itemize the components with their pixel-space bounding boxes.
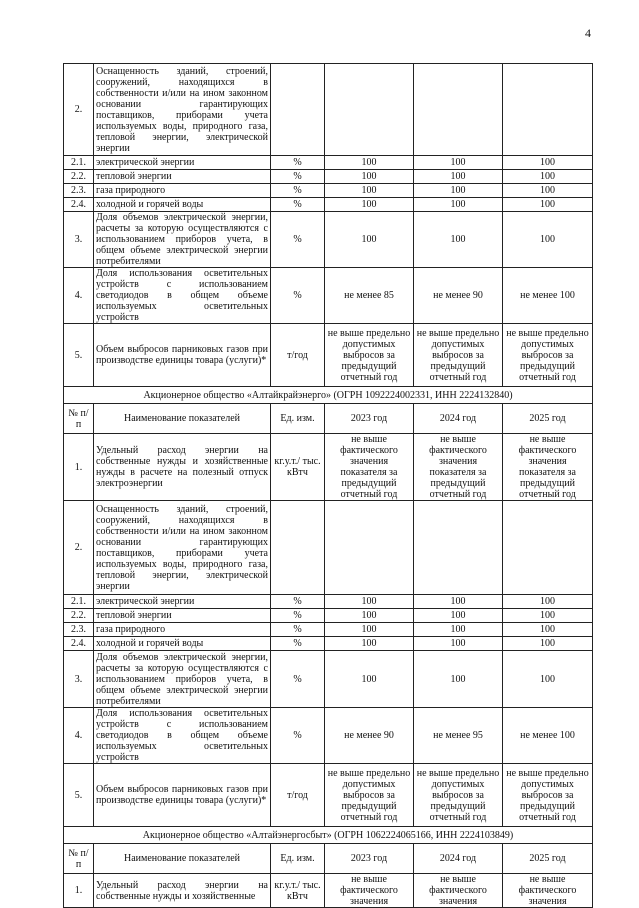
- unit-cell: %: [271, 595, 325, 609]
- unit-cell: %: [271, 212, 325, 268]
- indicator-name: газа природного: [94, 184, 271, 198]
- table-row: [64, 651, 593, 708]
- unit-cell: %: [271, 651, 325, 708]
- unit-cell: %: [271, 609, 325, 623]
- header-2025: 2025 год: [503, 844, 593, 874]
- value-2025: 100: [503, 184, 593, 198]
- row-number: 2.1.: [64, 595, 94, 609]
- value-2023: 100: [325, 170, 414, 184]
- indicator-name: Объем выбросов парниковых газов при производстве единицы товара (услуги)*: [94, 764, 271, 827]
- value-2024: 100: [414, 623, 503, 637]
- value-2025: 100: [503, 198, 593, 212]
- header-2024: 2024 год: [414, 404, 503, 434]
- organization-row: [64, 387, 593, 404]
- header-name: Наименование показателей: [94, 404, 271, 434]
- value-2025: 100: [503, 609, 593, 623]
- table-row: [64, 156, 593, 170]
- value-2024: 100: [414, 156, 503, 170]
- unit-cell: кг.у.т./ тыс. кВтч: [271, 434, 325, 501]
- row-number: 4.: [64, 268, 94, 324]
- value-2023: [325, 501, 414, 595]
- table-row: [64, 609, 593, 623]
- row-number: 2.4.: [64, 198, 94, 212]
- value-2025: 100: [503, 637, 593, 651]
- value-2024: [414, 501, 503, 595]
- unit-cell: %: [271, 708, 325, 764]
- value-2025: не выше предельно допустимых выбросов за предыдущий отчетный год: [503, 764, 593, 827]
- row-number: 2.3.: [64, 623, 94, 637]
- indicator-name: Доля использования осветительных устройств с использованием светодиодов в общем объеме используемых осветительных устройств: [94, 268, 271, 324]
- table-row: [64, 708, 593, 764]
- value-2023: 100: [325, 609, 414, 623]
- row-number: 2.4.: [64, 637, 94, 651]
- value-2025: не выше фактического значения показателя за предыдущий отчетный год: [503, 434, 593, 501]
- value-2025: 100: [503, 170, 593, 184]
- indicator-name: Оснащенность зданий, строений, сооружений, находящихся в собственности и/или на ином законном основании гарантирующих поставщиков, приборами учета используемых воды, природного газа, тепловой энергии, электрической энергии: [94, 501, 271, 595]
- value-2024: 100: [414, 212, 503, 268]
- table-row: [64, 170, 593, 184]
- value-2023: не выше фактического значения показателя за предыдущий отчетный год: [325, 434, 414, 501]
- unit-cell: %: [271, 156, 325, 170]
- value-2023: 100: [325, 595, 414, 609]
- value-2025: 100: [503, 651, 593, 708]
- value-2023: не выше предельно допустимых выбросов за предыдущий отчетный год: [325, 324, 414, 387]
- unit-cell: %: [271, 198, 325, 212]
- value-2024: 100: [414, 198, 503, 212]
- table-row: [64, 764, 593, 827]
- value-2024: не выше фактического значения показателя за предыдущий отчетный год: [414, 434, 503, 501]
- row-number: 2.2.: [64, 170, 94, 184]
- table-row: [64, 268, 593, 324]
- row-number: 3.: [64, 212, 94, 268]
- value-2025: 100: [503, 212, 593, 268]
- header-2023: 2023 год: [325, 404, 414, 434]
- row-number: 4.: [64, 708, 94, 764]
- value-2025: не менее 100: [503, 268, 593, 324]
- header-2023: 2023 год: [325, 844, 414, 874]
- table-row: [64, 184, 593, 198]
- indicator-name: Доля использования осветительных устройств с использованием светодиодов в общем объеме используемых осветительных устройств: [94, 708, 271, 764]
- value-2024: 100: [414, 184, 503, 198]
- row-number: 3.: [64, 651, 94, 708]
- table-row: [64, 637, 593, 651]
- organization-row: [64, 827, 593, 844]
- indicator-name: Объем выбросов парниковых газов при производстве единицы товара (услуги)*: [94, 324, 271, 387]
- indicator-name: тепловой энергии: [94, 609, 271, 623]
- header-num: № п/п: [64, 844, 94, 874]
- value-2023: не выше предельно допустимых выбросов за предыдущий отчетный год: [325, 764, 414, 827]
- indicator-name: Оснащенность зданий, строений, сооружений, находящихся в собственности и/или на ином законном основании гарантирующих поставщиков, приборами учета используемых воды, природного газа, тепловой энергии, электрической энергии: [94, 64, 271, 156]
- organization-title: Акционерное общество «Алтайэнергосбыт» (ОГРН 1062224065166, ИНН 2224103849): [64, 827, 593, 844]
- unit-cell: %: [271, 184, 325, 198]
- value-2024: не выше предельно допустимых выбросов за предыдущий отчетный год: [414, 324, 503, 387]
- value-2024: не выше фактического значения: [414, 874, 503, 908]
- value-2023: не менее 90: [325, 708, 414, 764]
- indicators-table: [63, 63, 593, 908]
- table-header-row: [64, 844, 593, 874]
- table-row: [64, 501, 593, 595]
- indicator-name: Доля объемов электрической энергии, расчеты за которую осуществляются с использованием приборов учета, в общем объеме электрической энергии потребителями: [94, 212, 271, 268]
- row-number: 2.3.: [64, 184, 94, 198]
- value-2023: 100: [325, 651, 414, 708]
- unit-cell: [271, 64, 325, 156]
- value-2023: 100: [325, 184, 414, 198]
- header-unit: Ед. изм.: [271, 404, 325, 434]
- header-2025: 2025 год: [503, 404, 593, 434]
- value-2023: 100: [325, 637, 414, 651]
- unit-cell: %: [271, 268, 325, 324]
- row-number: 2.1.: [64, 156, 94, 170]
- value-2023: не менее 85: [325, 268, 414, 324]
- value-2023: 100: [325, 623, 414, 637]
- header-unit: Ед. изм.: [271, 844, 325, 874]
- page-number: 4: [585, 26, 591, 40]
- unit-cell: %: [271, 637, 325, 651]
- indicator-name: холодной и горячей воды: [94, 637, 271, 651]
- row-number: 1.: [64, 434, 94, 501]
- value-2024: не выше предельно допустимых выбросов за предыдущий отчетный год: [414, 764, 503, 827]
- indicator-name: Удельный расход энергии на собственные нужды и хозяйственные: [94, 874, 271, 908]
- value-2023: 100: [325, 198, 414, 212]
- value-2025: не выше предельно допустимых выбросов за предыдущий отчетный год: [503, 324, 593, 387]
- table-row: [64, 212, 593, 268]
- value-2024: 100: [414, 609, 503, 623]
- table-header-row: [64, 404, 593, 434]
- row-number: 2.2.: [64, 609, 94, 623]
- value-2024: не менее 95: [414, 708, 503, 764]
- indicator-name: тепловой энергии: [94, 170, 271, 184]
- unit-cell: %: [271, 170, 325, 184]
- table-row: [64, 595, 593, 609]
- table-row: [64, 198, 593, 212]
- value-2025: [503, 64, 593, 156]
- value-2023: 100: [325, 156, 414, 170]
- value-2025: 100: [503, 623, 593, 637]
- value-2024: 100: [414, 651, 503, 708]
- value-2024: 100: [414, 595, 503, 609]
- value-2024: [414, 64, 503, 156]
- value-2025: 100: [503, 156, 593, 170]
- unit-cell: %: [271, 623, 325, 637]
- indicator-name: газа природного: [94, 623, 271, 637]
- header-num: № п/п: [64, 404, 94, 434]
- row-number: 5.: [64, 324, 94, 387]
- indicator-name: Доля объемов электрической энергии, расчеты за которую осуществляются с использованием приборов учета, в общем объеме электрической энергии потребителями: [94, 651, 271, 708]
- indicator-name: Удельный расход энергии на собственные нужды и хозяйственные нужды в расчете на полезный отпуск электроэнергии: [94, 434, 271, 501]
- indicator-name: холодной и горячей воды: [94, 198, 271, 212]
- value-2023: [325, 64, 414, 156]
- row-number: 1.: [64, 874, 94, 908]
- value-2023: не выше фактического значения: [325, 874, 414, 908]
- organization-title: Акционерное общество «Алтайкрайэнерго» (ОГРН 1092224002331, ИНН 2224132840): [64, 387, 593, 404]
- value-2025: не выше фактического значения: [503, 874, 593, 908]
- table-row: [64, 874, 593, 908]
- table-row: [64, 324, 593, 387]
- unit-cell: т/год: [271, 324, 325, 387]
- row-number: 2.: [64, 501, 94, 595]
- row-number: 2.: [64, 64, 94, 156]
- header-2024: 2024 год: [414, 844, 503, 874]
- table-row: [64, 64, 593, 156]
- indicator-name: электрической энергии: [94, 156, 271, 170]
- value-2024: 100: [414, 170, 503, 184]
- unit-cell: [271, 501, 325, 595]
- header-name: Наименование показателей: [94, 844, 271, 874]
- table-row: [64, 434, 593, 501]
- unit-cell: кг.у.т./ тыс. кВтч: [271, 874, 325, 908]
- row-number: 5.: [64, 764, 94, 827]
- table-row: [64, 623, 593, 637]
- value-2025: не менее 100: [503, 708, 593, 764]
- value-2024: 100: [414, 637, 503, 651]
- unit-cell: т/год: [271, 764, 325, 827]
- value-2025: 100: [503, 595, 593, 609]
- value-2024: не менее 90: [414, 268, 503, 324]
- value-2025: [503, 501, 593, 595]
- value-2023: 100: [325, 212, 414, 268]
- indicator-name: электрической энергии: [94, 595, 271, 609]
